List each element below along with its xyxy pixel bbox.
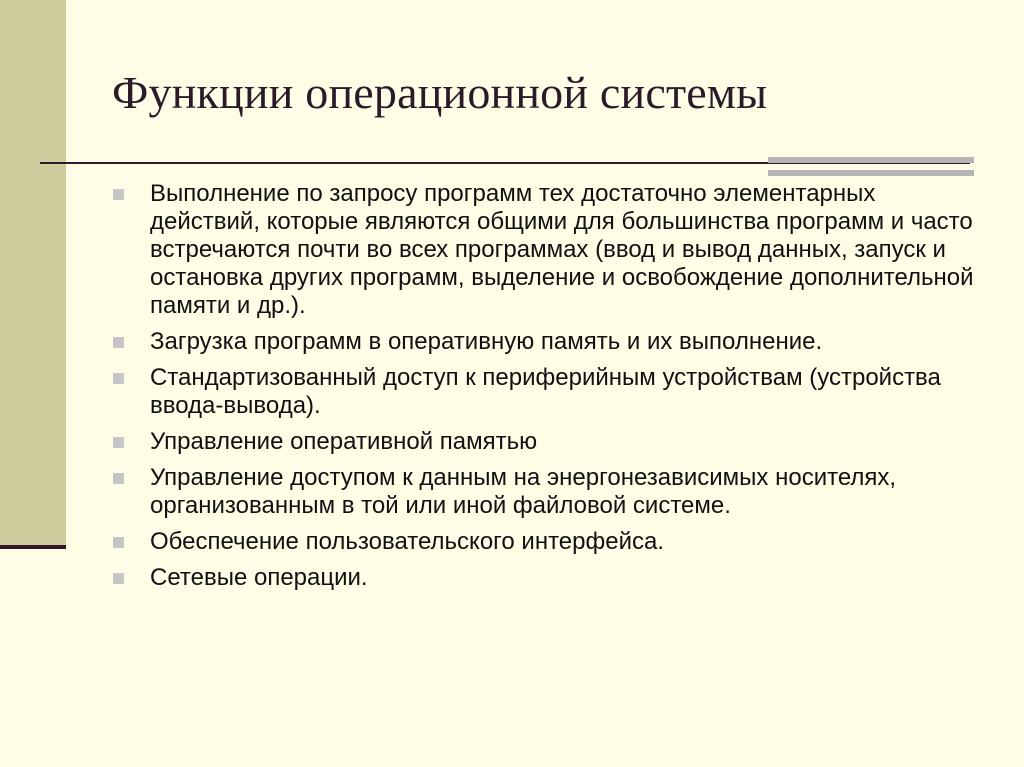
square-bullet-icon — [113, 337, 124, 348]
bullet-text: Стандартизованный доступ к периферийным устройствам (устройства ввода-вывода). — [150, 364, 941, 419]
accent-bar-bottom — [768, 170, 974, 176]
bullet-text: Загрузка программ в оперативную память и их выполнение. — [150, 328, 823, 355]
accent-bar-top — [768, 157, 974, 163]
bullet-item — [113, 364, 983, 420]
bullet-text: Управление оперативной памятью — [150, 428, 538, 455]
bullet-item — [113, 328, 983, 356]
square-bullet-icon — [113, 473, 124, 484]
bullet-item — [113, 564, 983, 592]
square-bullet-icon — [113, 573, 124, 584]
bullet-text: Обеспечение пользовательского интерфейса. — [150, 528, 665, 555]
bullet-item — [113, 528, 983, 556]
bullet-item — [113, 428, 983, 456]
bullet-text: Выполнение по запросу программ тех достаточно элементарных действий, которые являются общими для большинства программ и часто встречаются почти во всех программах (ввод и вывод данных, запуск и остановка других программ, выделение и освобождение дополнительной памяти и др.). — [150, 180, 974, 319]
square-bullet-icon — [113, 373, 124, 384]
bullet-text: Управление доступом к данным на энергонезависимых носителях, организованным в той или иной файловой системе. — [150, 464, 897, 519]
slide-title: Функции операционной системы — [112, 67, 768, 118]
square-bullet-icon — [113, 189, 124, 200]
bullet-item — [113, 180, 983, 320]
square-bullet-icon — [113, 537, 124, 548]
left-band-underline — [0, 545, 66, 549]
title-accent-bars — [768, 157, 974, 177]
square-bullet-icon — [113, 437, 124, 448]
bullet-text: Сетевые операции. — [150, 564, 368, 591]
left-decorative-band — [0, 0, 66, 548]
bullet-list — [113, 180, 983, 600]
bullet-item — [113, 464, 983, 520]
